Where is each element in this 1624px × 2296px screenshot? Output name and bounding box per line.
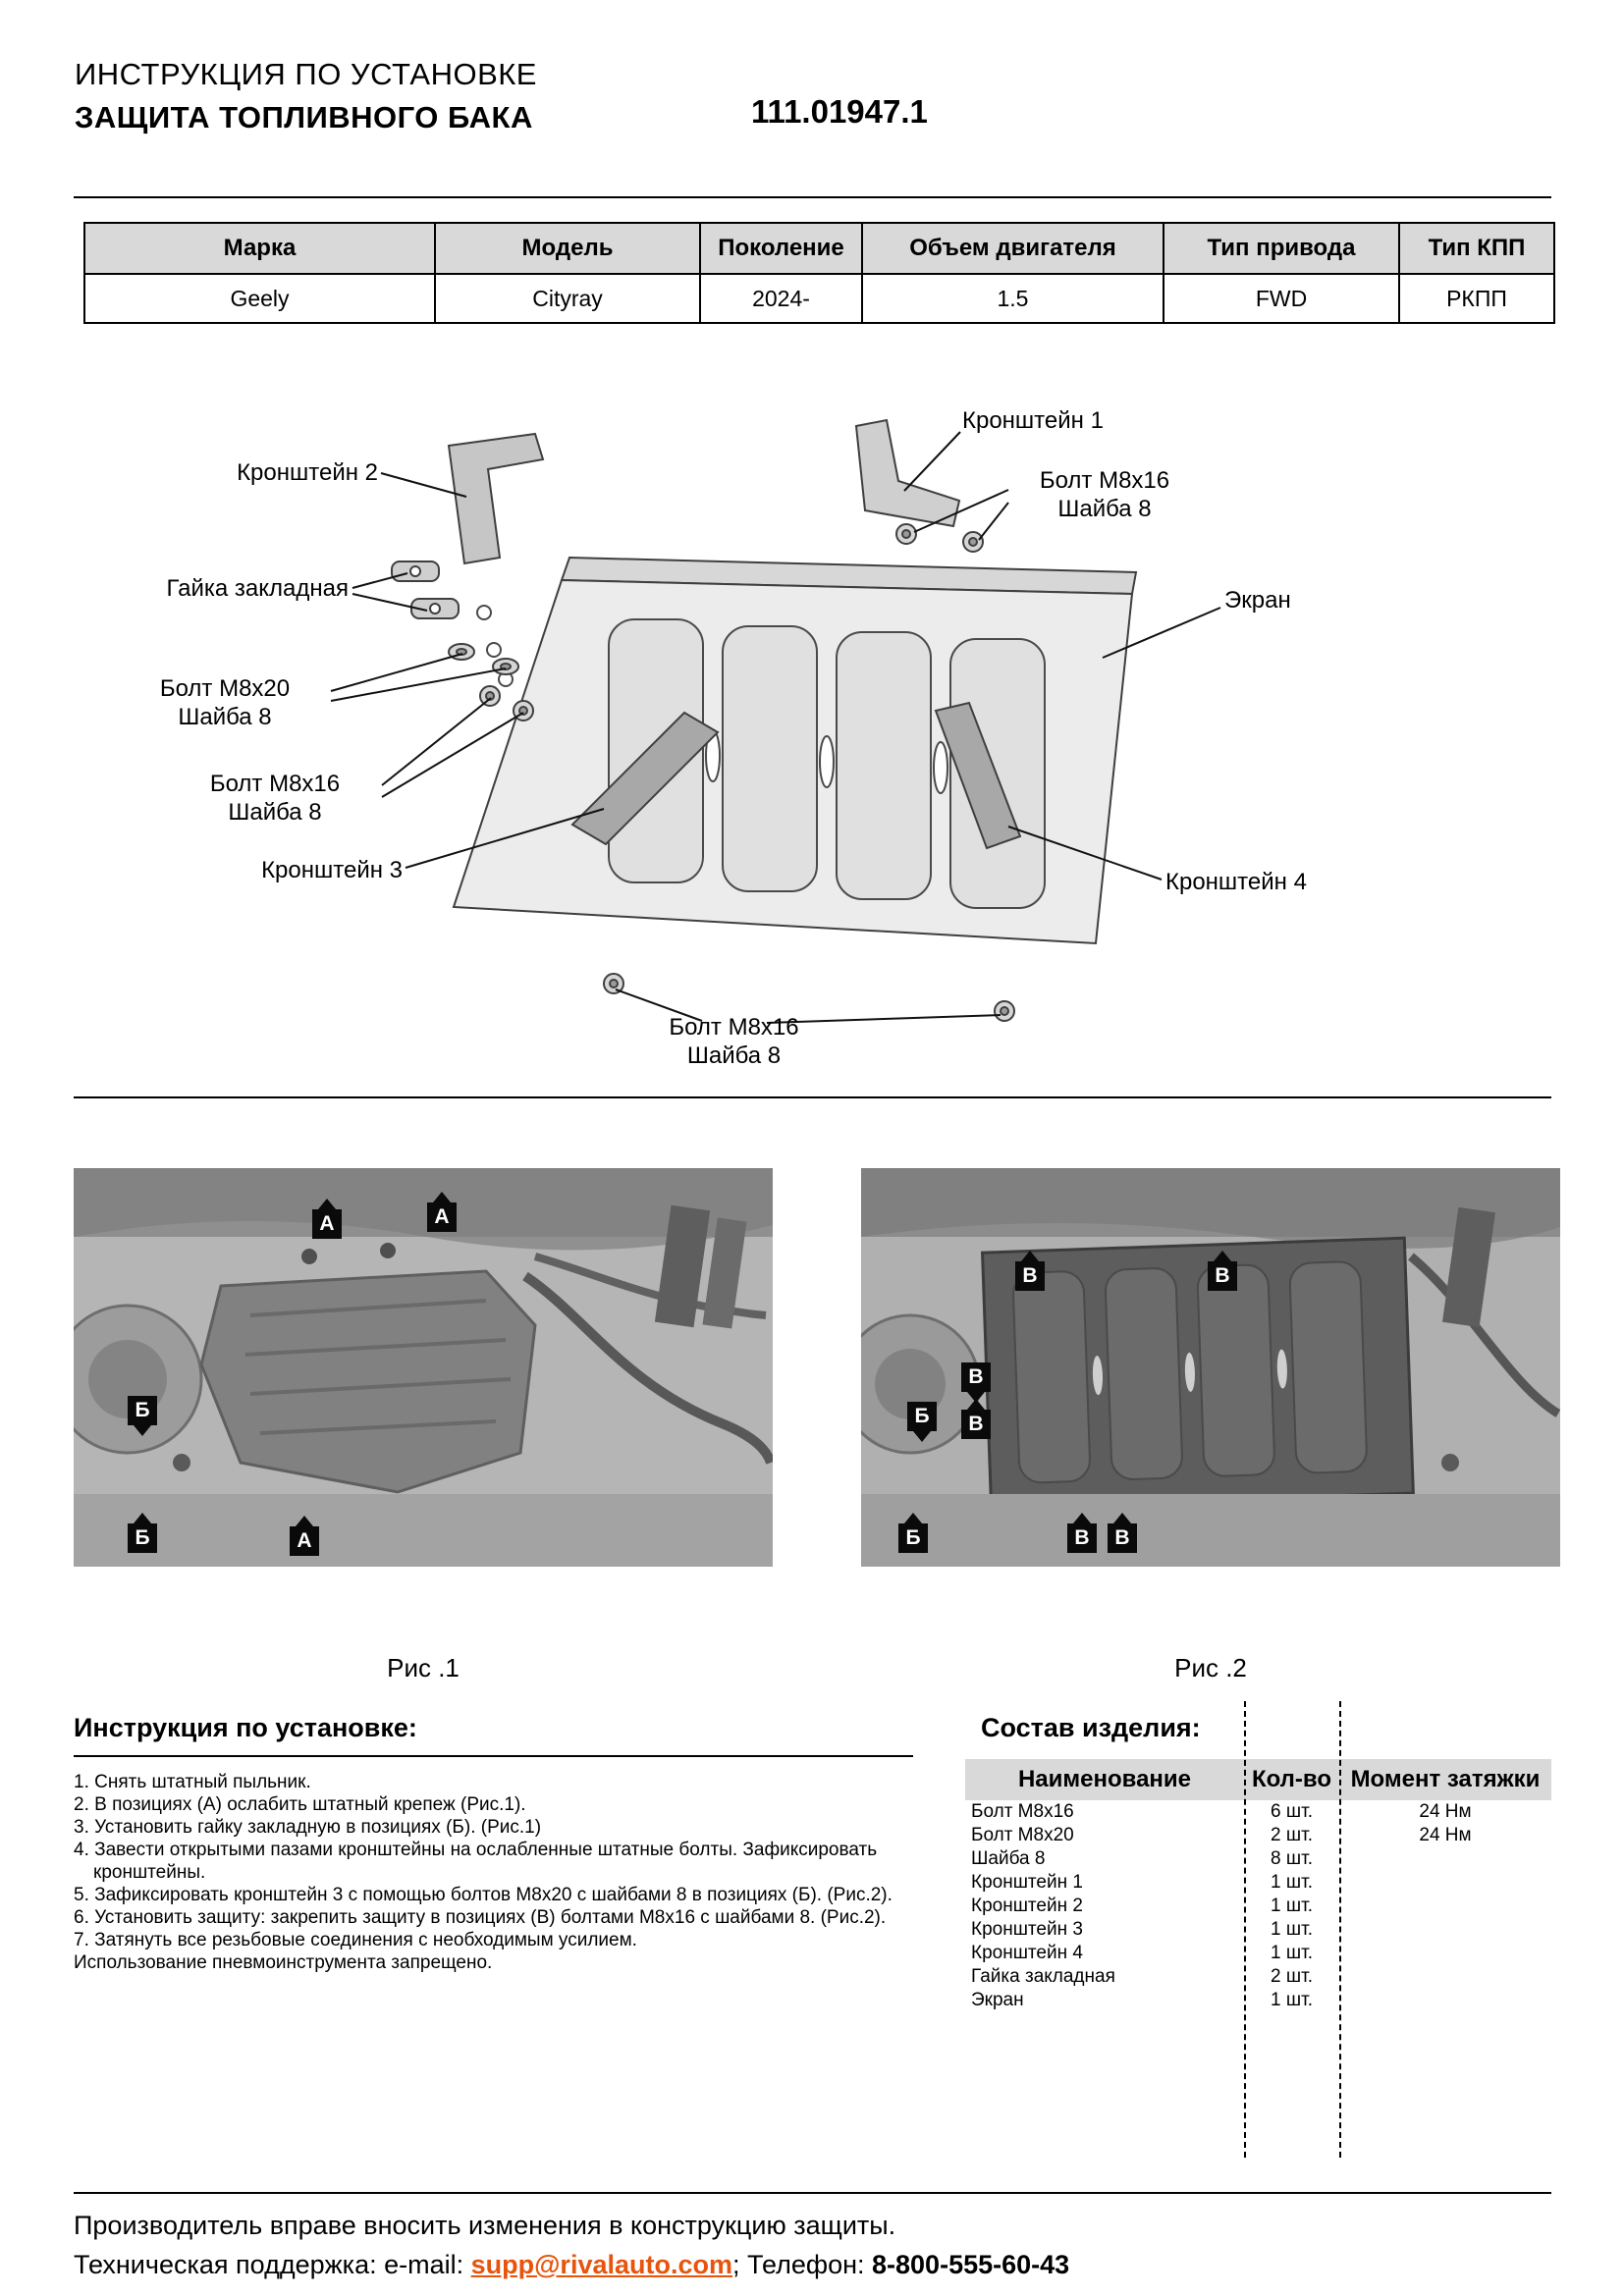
part-qty: 2 шт. — [1271, 1825, 1313, 1845]
support-separator: ; — [731, 2250, 747, 2279]
figure-2-caption: Рис .2 — [1174, 1653, 1247, 1682]
spec-header-row — [84, 223, 1554, 274]
support-contacts — [74, 2250, 1069, 2280]
bracket2-shape — [449, 434, 543, 563]
part-qty: 6 шт. — [1271, 1801, 1313, 1822]
instruction-step: 2. В позициях (А) ослабить штатный крепеж (Рис.1). — [74, 1794, 526, 1815]
spec-value-gearbox: РКПП — [1399, 274, 1554, 323]
position-marker: В — [1108, 1523, 1137, 1553]
part-torque — [1339, 1965, 1551, 1989]
divider-top — [74, 196, 1551, 198]
bracket1-shape — [856, 420, 959, 526]
part-number: 111.01947.1 — [751, 93, 928, 130]
instruction-step: 5. Зафиксировать кронштейн 3 с помощью болтов М8х20 с шайбами 8 в позициях (Б). (Рис.2). — [74, 1885, 893, 1905]
part-qty: 1 шт. — [1271, 1896, 1313, 1916]
part-name: Кронштейн 1 — [971, 1872, 1083, 1893]
parts-row — [965, 1965, 1551, 1989]
part-name: Гайка закладная — [971, 1966, 1115, 1987]
instructions-title: Инструкция по установке: — [74, 1713, 417, 1742]
instructions-title-rule — [74, 1755, 913, 1757]
spec-header-brand: Марка — [84, 223, 435, 274]
parts-header-row — [965, 1759, 1551, 1800]
diagram-label-bracket2: Кронштейн 2 — [237, 459, 378, 486]
spec-value-drive: FWD — [1164, 274, 1399, 323]
spec-header-model: Модель — [435, 223, 700, 274]
part-name: Кронштейн 3 — [971, 1919, 1083, 1940]
part-qty: 1 шт. — [1271, 1872, 1313, 1893]
parts-row — [965, 1871, 1551, 1895]
diagram-label-bracket1: Кронштейн 1 — [962, 407, 1104, 434]
spec-value-engine: 1.5 — [862, 274, 1164, 323]
diagram-label-bolt16-left: Болт М8х16 Шайба 8 — [209, 771, 341, 826]
part-name: Кронштейн 2 — [971, 1896, 1083, 1916]
screen-plate-shape — [454, 558, 1136, 943]
spec-header-generation: Поколение — [700, 223, 862, 274]
diagram-label-bracket4: Кронштейн 4 — [1165, 869, 1307, 895]
position-marker: Б — [898, 1523, 928, 1553]
part-torque: 24 Нм — [1419, 1801, 1472, 1822]
part-qty: 1 шт. — [1271, 1990, 1313, 2010]
diagram-label-rivet-nut: Гайка закладная — [166, 575, 349, 602]
diagram-label-bracket3: Кронштейн 3 — [261, 857, 403, 883]
part-torque — [1339, 1847, 1551, 1871]
part-name: Болт М8х20 — [971, 1825, 1074, 1845]
doc-type-title: ИНСТРУКЦИЯ ПО УСТАНОВКЕ — [75, 57, 537, 91]
parts-title: Состав изделия: — [981, 1713, 1201, 1742]
figure-2 — [861, 1168, 1560, 1683]
position-marker: Б — [128, 1396, 157, 1425]
position-marker: А — [312, 1209, 342, 1239]
part-name: Кронштейн 4 — [971, 1943, 1083, 1963]
parts-list-section — [965, 1713, 1554, 2012]
position-marker: Б — [128, 1523, 157, 1553]
position-marker: В — [1208, 1261, 1237, 1291]
parts-row — [965, 1989, 1551, 2012]
instruction-step: 6. Установить защиту: закрепить защиту в позициях (В) болтами М8х16 с шайбами 8. (Рис.2). — [74, 1907, 887, 1928]
parts-row — [965, 1942, 1551, 1965]
installation-instructions-section — [74, 1713, 913, 1974]
spec-value-model: Cityray — [435, 274, 700, 323]
parts-header-torque: Момент затяжки — [1339, 1759, 1551, 1800]
part-name: Болт М8х16 — [971, 1801, 1074, 1822]
part-name: Шайба 8 — [971, 1848, 1046, 1869]
spec-header-drive: Тип привода — [1164, 223, 1399, 274]
part-torque — [1339, 1895, 1551, 1918]
position-marker: В — [961, 1362, 991, 1392]
spec-header-engine: Объем двигателя — [862, 223, 1164, 274]
document-header — [75, 57, 537, 135]
parts-header-qty: Кол-во — [1244, 1759, 1339, 1800]
support-phone: 8-800-555-60-43 — [872, 2250, 1070, 2279]
position-marker: А — [427, 1202, 457, 1232]
position-marker: В — [961, 1410, 991, 1439]
exploded-view-diagram — [74, 365, 1546, 1094]
diagram-label-bolt16-top: Болт М8х16 Шайба 8 — [1039, 467, 1170, 522]
divider-bottom — [74, 2192, 1551, 2194]
position-marker: А — [290, 1526, 319, 1556]
phone-label: Телефон: — [747, 2250, 873, 2279]
part-torque: 24 Нм — [1419, 1825, 1472, 1845]
divider-middle — [74, 1096, 1551, 1098]
parts-row — [965, 1918, 1551, 1942]
part-torque — [1339, 1918, 1551, 1942]
vehicle-spec-table — [83, 222, 1555, 324]
parts-table — [965, 1759, 1551, 2012]
parts-column-divider — [1339, 1701, 1341, 2158]
position-marker: В — [1067, 1523, 1097, 1553]
parts-row — [965, 1895, 1551, 1918]
instruction-step: 7. Затянуть все резьбовые соединения с необходимым усилием. — [74, 1930, 637, 1950]
position-marker: Б — [907, 1402, 937, 1431]
diagram-label-bolt20: Болт М8х20 Шайба 8 — [159, 675, 291, 730]
instruction-step: Использование пневмоинструмента запрещено. — [74, 1952, 493, 1973]
figure-2-photo — [861, 1168, 1560, 1567]
part-torque — [1339, 1942, 1551, 1965]
spec-value-brand: Geely — [84, 274, 435, 323]
manufacturer-notice: Производитель вправе вносить изменения в конструкцию защиты. — [74, 2211, 896, 2240]
parts-row — [965, 1847, 1551, 1871]
position-marker: В — [1015, 1261, 1045, 1291]
instruction-step: 4. Завести открытыми пазами кронштейны на ослабленные штатные болты. Зафиксировать кронштейны. — [74, 1840, 878, 1883]
figure-1-caption: Рис .1 — [387, 1653, 460, 1682]
figure-1-photo — [74, 1168, 773, 1567]
spec-header-gearbox: Тип КПП — [1399, 223, 1554, 274]
undercarriage-photo-1 — [74, 1168, 773, 1567]
part-qty: 1 шт. — [1271, 1919, 1313, 1940]
part-torque — [1339, 1871, 1551, 1895]
product-title: ЗАЩИТА ТОПЛИВНОГО БАКА — [75, 100, 533, 134]
parts-header-name: Наименование — [965, 1759, 1244, 1800]
instruction-step: 3. Установить гайку закладную в позициях (Б). (Рис.1) — [74, 1817, 542, 1838]
part-qty: 2 шт. — [1271, 1966, 1313, 1987]
support-email-link[interactable]: supp@rivalauto.com — [470, 2250, 732, 2279]
part-torque — [1339, 1989, 1551, 2012]
diagram-label-bolt16-bottom: Болт М8х16 Шайба 8 — [669, 1014, 799, 1069]
instruction-step: 1. Снять штатный пыльник. — [74, 1772, 311, 1792]
diagram-label-screen: Экран — [1224, 587, 1291, 614]
figure-1 — [74, 1168, 773, 1683]
parts-row — [965, 1824, 1551, 1847]
part-qty: 1 шт. — [1271, 1943, 1313, 1963]
spec-value-generation: 2024- — [700, 274, 862, 323]
support-prefix: Техническая поддержка: e-mail: — [74, 2250, 471, 2279]
spec-value-row — [84, 274, 1554, 323]
parts-row — [965, 1800, 1551, 1824]
part-name: Экран — [971, 1990, 1024, 2010]
parts-column-divider — [1244, 1701, 1246, 2158]
part-qty: 8 шт. — [1271, 1848, 1313, 1869]
